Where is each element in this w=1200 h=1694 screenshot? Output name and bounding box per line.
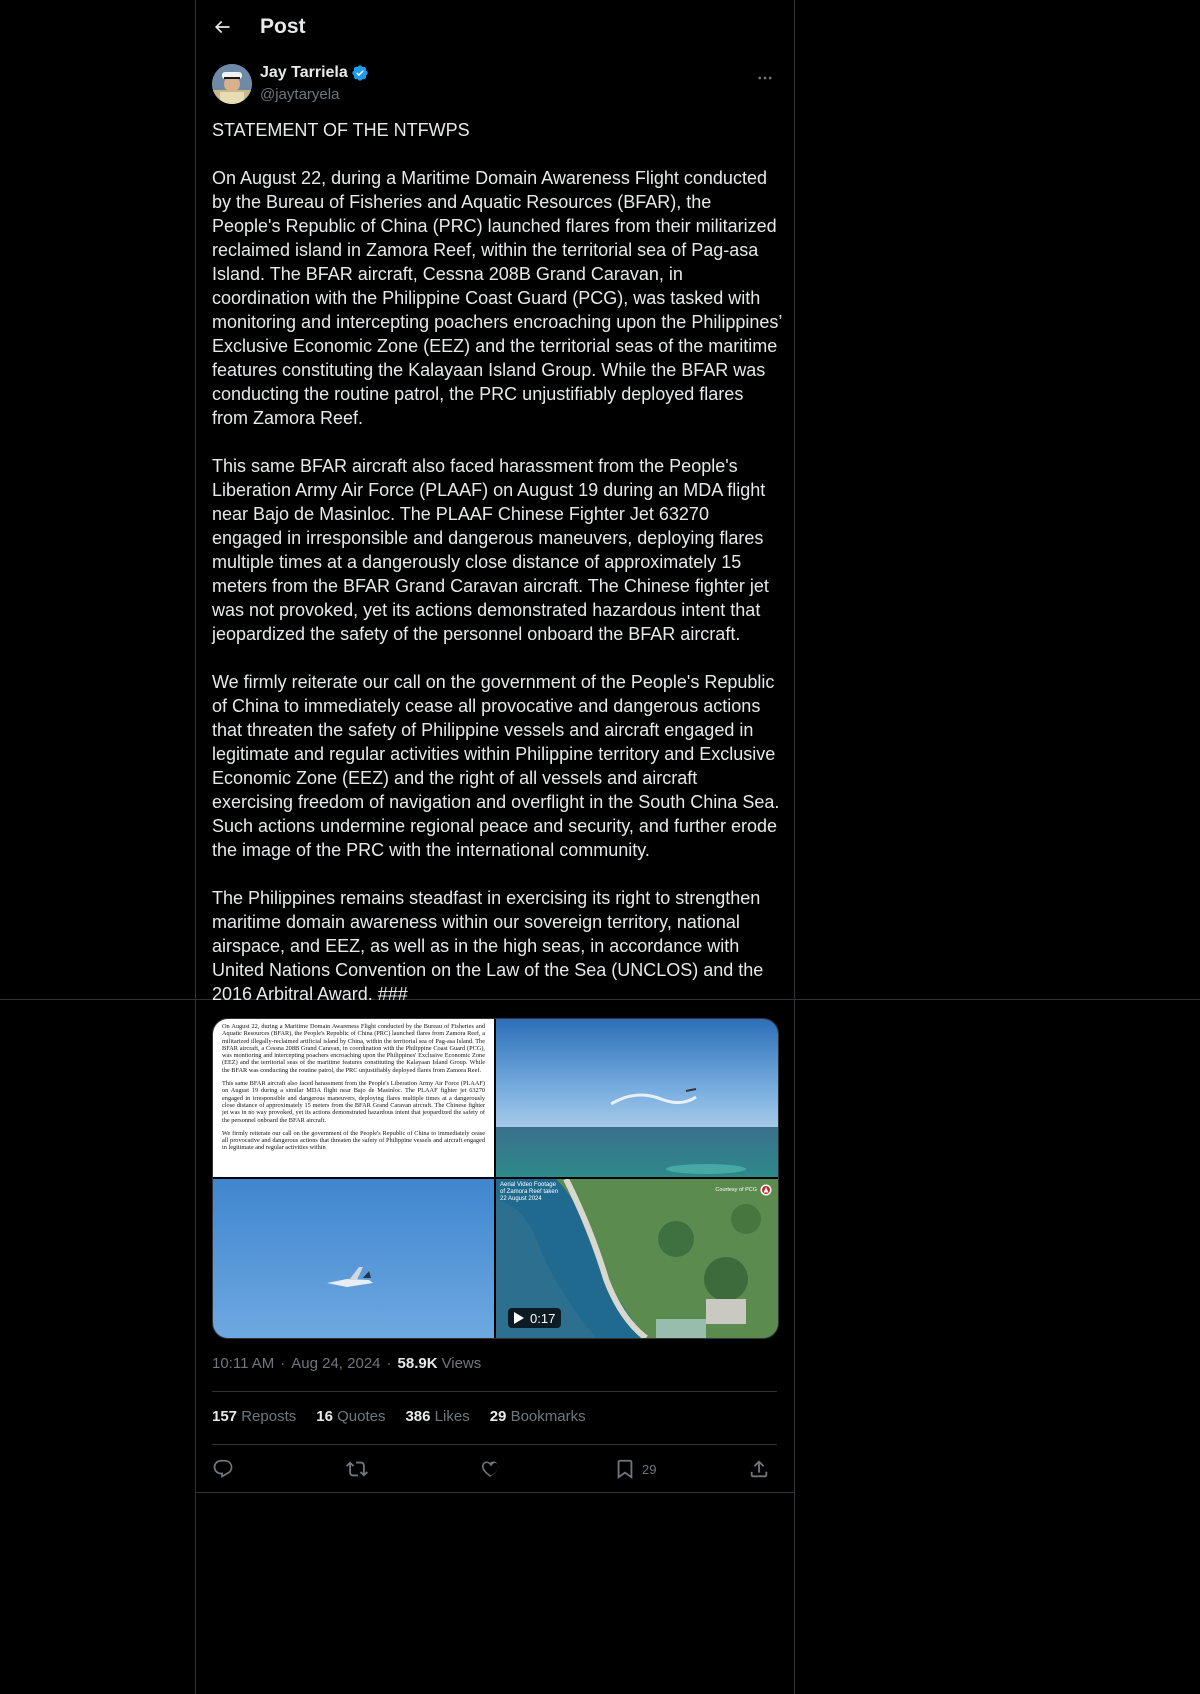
views-count: 58.9K bbox=[397, 1355, 438, 1372]
likes-count: 386 bbox=[405, 1408, 431, 1425]
video-caption: Aerial Video Footage of Zamora Reef taken 22 August 2024 bbox=[500, 1182, 559, 1202]
likes-stat[interactable] bbox=[405, 1408, 469, 1425]
page-title: Post bbox=[260, 15, 306, 38]
reply-button[interactable] bbox=[212, 1458, 234, 1480]
repost-icon bbox=[346, 1458, 368, 1480]
bookmarks-stat[interactable] bbox=[490, 1408, 586, 1425]
likes-label: Likes bbox=[434, 1408, 470, 1425]
post-meta bbox=[212, 1355, 481, 1372]
sky-flares-photo bbox=[496, 1019, 778, 1177]
reposts-stat[interactable] bbox=[212, 1408, 296, 1425]
media-statement-image[interactable] bbox=[213, 1019, 494, 1177]
views-label: Views bbox=[441, 1355, 482, 1372]
verified-badge-icon[interactable] bbox=[351, 64, 369, 82]
back-button[interactable] bbox=[196, 1, 248, 53]
reposts-count: 157 bbox=[212, 1408, 238, 1425]
left-column-border bbox=[195, 0, 196, 1694]
quotes-count: 16 bbox=[316, 1408, 333, 1425]
author-name[interactable]: Jay Tarriela bbox=[260, 64, 348, 81]
bookmarks-label: Bookmarks bbox=[510, 1408, 586, 1425]
doc-paragraph: On August 22, during a Maritime Domain Awareness Flight conducted by the Bureau of Fisheries and Aquatic Resources (BFAR), the People's Republic of China (PRC) launched flares from Zamora Reef, a militarized illegally-reclaimed artificial island by China, within the territorial sea of Pag-asa Island. The BFAR aircraft, a Cessna 208B Grand Caravan, in coordination with the Philippine Coast Guard (PCG), was monitoring and intercepting poachers encroaching upon the Philippines' Exclusive Economic Zone (EEZ) and the territorial seas of the maritime features constituting the Kalayaan Island Group. While the BFAR was conducting the routine patrol, the PRC unjustifiably deployed flares from Zamora Reef. bbox=[222, 1023, 485, 1074]
bookmark-count: 29 bbox=[642, 1461, 657, 1477]
post-text: STATEMENT OF THE NTFWPS On August 22, during a Maritime Domain Awareness Flight conducted by the Bureau of Fisheries and Aquatic Resources (BFAR), the People's Republic of China (PRC) launched flares from their militarized reclaimed island in Zamora Reef, within the territorial sea of Pag-asa Island. The BFAR aircraft, Cessna 208B Grand Caravan, in coordination with the Philippine Coast Guard (PCG), was tasked with monitoring and intercepting poachers encroaching upon the Philippines’ Exclusive Economic Zone (EEZ) and the territorial seas of the maritime features constituting the Kalayaan Island Group. While the BFAR was conducting the routine patrol, the PRC unjustifiably deployed flares from Zamora Reef. This same BFAR aircraft also faced harassment from the People's Liberation Army Air Force (PLAAF) on August 19 during an MDA flight near Bajo de Masinloc. The PLAAF Chinese Fighter Jet 63270 engaged in irresponsible and dangerous maneuvers, deploying flares multiple times at a dangerously close distance of approximately 15 meters from the BFAR Grand Caravan aircraft. The Chinese fighter jet was not provoked, yet its actions demonstrated hazardous intent that jeopardized the safety of the personnel onboard the BFAR aircraft. We firmly reiterate our call on the government of the People's Republic of China to immediately cease all provocative and dangerous actions that threaten the safety of Philippine vessels and aircraft engaged in legitimate and regular activities within Philippine territory and Exclusive Economic Zone (EEZ) and the right of all vessels and aircraft exercising freedom of navigation and overflight in the South China Sea. Such actions undermine regional peace and security, and further erode the image of the PRC with the international community. The Philippines remains steadfast in exercising its right to strengthen maritime domain awareness within our sovereign territory, national airspace, and EEZ, as well as in the high seas, in accordance with United Nations Convention on the Law of the Sea (UNCLOS) and the 2016 Arbitral Award. ### bbox=[212, 120, 782, 1004]
horizontal-divider bbox=[195, 1492, 795, 1493]
quotes-label: Quotes bbox=[337, 1408, 386, 1425]
bookmark-button[interactable] bbox=[614, 1458, 656, 1480]
video-play-badge[interactable] bbox=[508, 1308, 561, 1328]
action-bar bbox=[212, 1458, 777, 1480]
bookmarks-count: 29 bbox=[489, 1408, 507, 1425]
repost-button[interactable] bbox=[346, 1458, 368, 1480]
video-duration: 0:17 bbox=[530, 1310, 556, 1326]
post-column bbox=[196, 0, 793, 1477]
play-icon bbox=[514, 1312, 524, 1324]
author-name-row bbox=[260, 64, 369, 82]
avatar-image bbox=[212, 64, 252, 104]
heart-icon bbox=[480, 1458, 502, 1480]
fighter-jet-photo bbox=[213, 1179, 494, 1338]
media-sky-sea-image[interactable] bbox=[496, 1019, 778, 1177]
media-grid bbox=[212, 1018, 779, 1339]
more-options-button[interactable] bbox=[753, 66, 777, 90]
reply-icon bbox=[212, 1458, 234, 1480]
author-handle[interactable]: @jaytaryela bbox=[260, 86, 340, 103]
doc-paragraph: This same BFAR aircraft also faced harassment from the People's Liberation Army Air Force (PLAAF) on August 19 during a similar MDA flight near Bajo de Masinloc. The PLAAF fighter jet 63270 engaged in irresponsible and dangerous maneuvers, deploying flares multiple times at a dangerously close distance of approximately 15 meters from the BFAR Grand Caravan aircraft. The Chinese fighter jet was in no way provoked, yet its actions demonstrated hazardous intent that jeopardized the safety of the personnel onboard the BFAR aircraft. bbox=[222, 1080, 485, 1124]
post-author bbox=[212, 64, 777, 106]
like-button[interactable] bbox=[480, 1458, 502, 1480]
post-date[interactable]: Aug 24, 2024 bbox=[291, 1355, 381, 1372]
arrow-left-icon bbox=[212, 17, 232, 37]
doc-paragraph: We firmly reiterate our call on the government of the People's Republic of China to immediately cease all provocative and dangerous actions that threaten the safety of Philippine vessels and aircraft engaged in legitimate and regular activities within bbox=[222, 1129, 485, 1152]
avatar[interactable] bbox=[212, 64, 252, 104]
right-column-border bbox=[794, 0, 795, 1694]
video-credit bbox=[715, 1184, 772, 1196]
bookmark-icon bbox=[614, 1458, 636, 1480]
video-credit-text: Courtesy of PCG bbox=[715, 1187, 757, 1193]
media-video-reef[interactable] bbox=[496, 1179, 778, 1338]
meta-separator: · bbox=[386, 1355, 392, 1372]
reposts-label: Reposts bbox=[241, 1408, 297, 1425]
top-bar bbox=[196, 0, 793, 54]
media-fighter-jet-image[interactable] bbox=[213, 1179, 494, 1338]
statement-document bbox=[213, 1019, 494, 1162]
pcg-logo-icon bbox=[760, 1184, 772, 1196]
post-time[interactable]: 10:11 AM bbox=[212, 1355, 275, 1372]
meta-separator: · bbox=[280, 1355, 286, 1372]
quotes-stat[interactable] bbox=[316, 1408, 385, 1425]
divider bbox=[212, 1391, 777, 1392]
share-icon bbox=[748, 1458, 770, 1480]
engagement-stats bbox=[212, 1408, 586, 1425]
more-icon bbox=[756, 69, 774, 87]
share-button[interactable] bbox=[748, 1458, 770, 1480]
divider bbox=[212, 1444, 777, 1445]
